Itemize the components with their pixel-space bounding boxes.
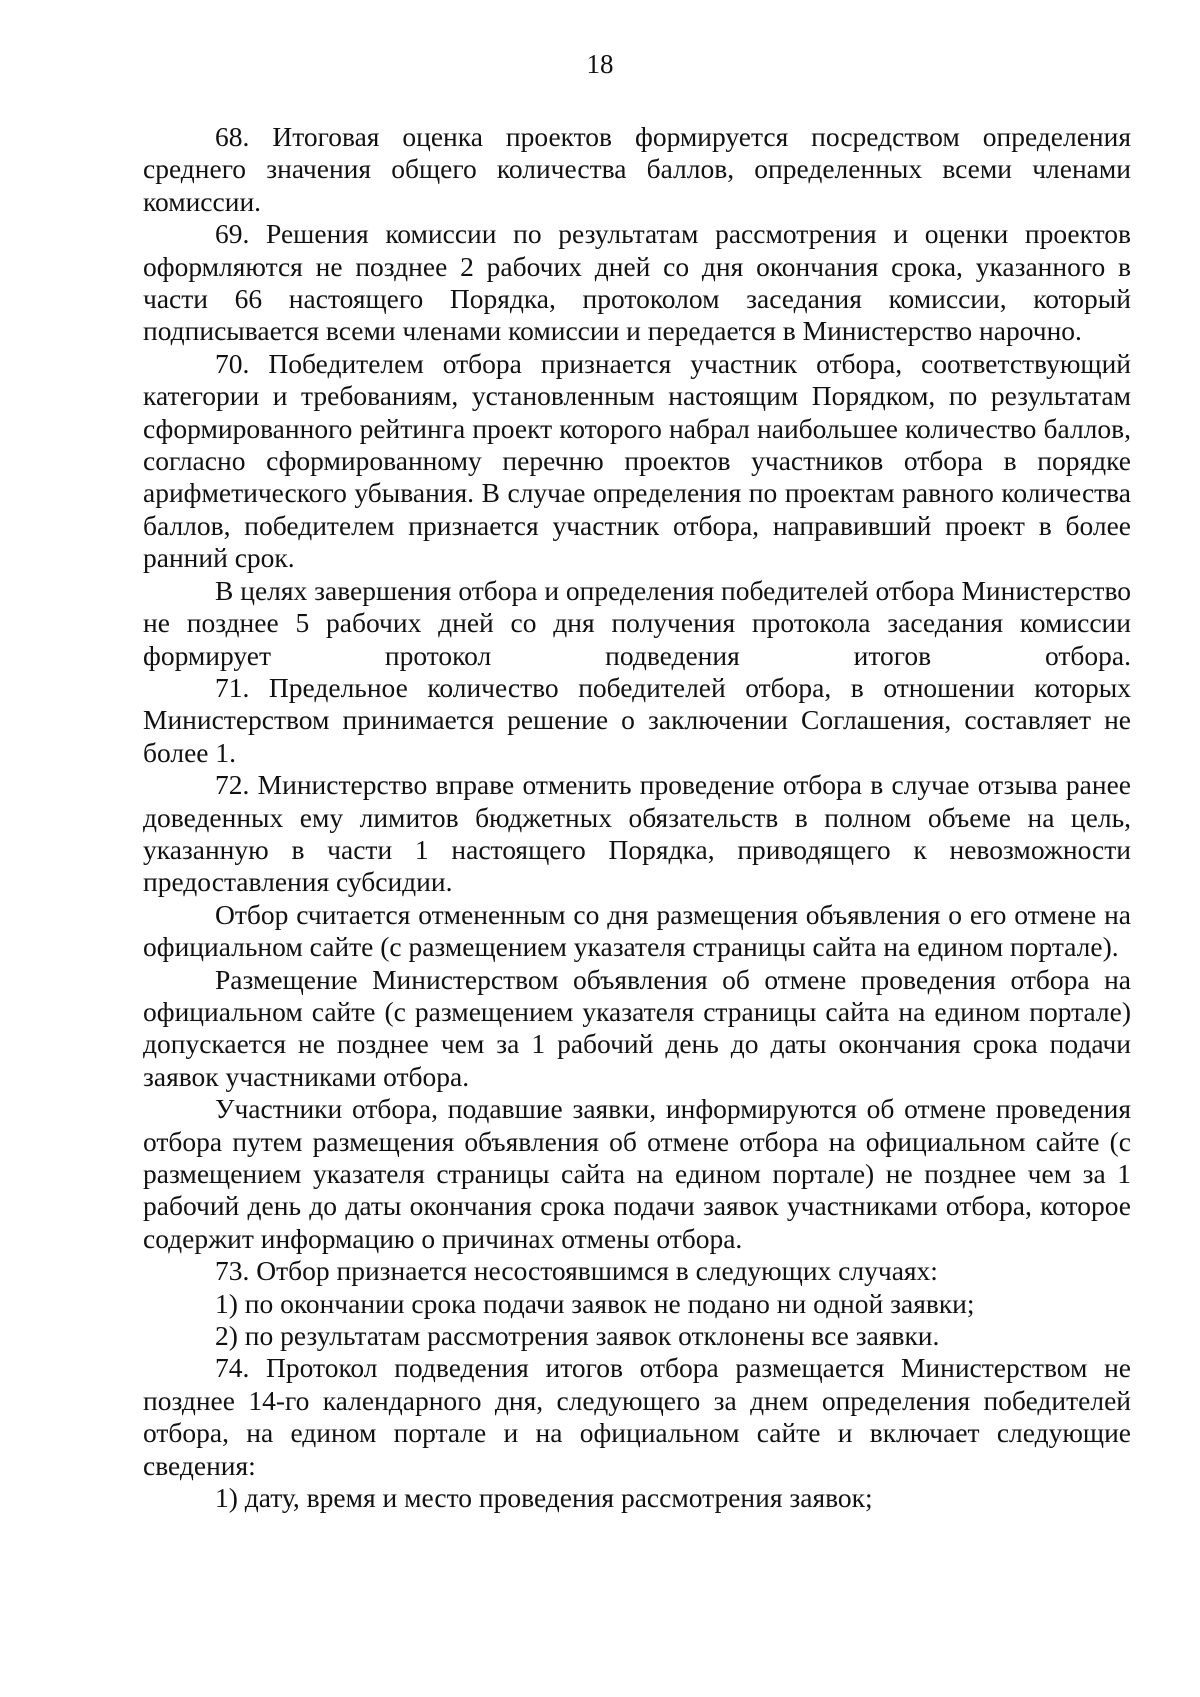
paragraph-73-item-2: 2) по результатам рассмотрения заявок отклонены все заявки. [215, 1320, 940, 1352]
paragraph-69: 69. Решения комиссии по результатам рассмотрения и оценки проектов оформляются не позднее 2 рабочих дней со дня окончания срока, указанного в части 66 настоящего Порядка, протоколом заседания комиссии, который подписывается всеми членами комиссии и передается в Министерство нарочно. [143, 218, 1131, 347]
paragraph-71: 71. Предельное количество победителей отбора, в отношении которых Министерством принимается решение о заключении Соглашения, составляет не более 1. [143, 671, 1131, 768]
paragraph-completion-of-selection: В целях завершения отбора и определения победителей отбора Министерство не позднее 5 рабочих дней со дня получения протокола заседания комиссии формирует протокол подведения итогов отбора. [143, 574, 1131, 671]
paragraph-72: 72. Министерство вправе отменить проведение отбора в случае отзыва ранее доведенных ему лимитов бюджетных обязательств в полном объеме на цель, указанную в части 1 настоящего Порядка, приводящего к невозможности предоставления субсидии. [143, 769, 1131, 898]
document-body [143, 121, 1131, 1514]
page-number: 18 [586, 49, 614, 79]
paragraph-74-item-1: 1) дату, время и место проведения рассмотрения заявок; [215, 1482, 873, 1514]
paragraph-cancellation-date: Отбор считается отмененным со дня размещения объявления о его отмене на официальном сайте (с размещением указателя страницы сайта на едином портале). [143, 898, 1131, 963]
paragraph-cancellation-posting: Размещение Министерством объявления об отмене проведения отбора на официальном сайте (с размещением указателя страницы сайта на едином портале) допускается не позднее чем за 1 рабочий день до даты окончания срока подачи заявок участниками отбора. [143, 963, 1131, 1092]
paragraph-73: 73. Отбор признается несостоявшимся в следующих случаях: [215, 1255, 938, 1287]
paragraph-participants-notice: Участники отбора, подавшие заявки, информируются об отмене проведения отбора путем размещения объявления об отмене отбора на официальном сайте (с размещением указателя страницы сайта на едином портале) не позднее чем за 1 рабочий день до даты окончания срока подачи заявок участниками отбора, которое содержит информацию о причинах отмены отбора. [143, 1093, 1131, 1254]
paragraph-70: 70. Победителем отбора признается участник отбора, соответствующий категории и требованиям, установленным настоящим Порядком, по результатам сформированного рейтинга проект которого набрал наибольшее количество баллов, согласно сформированному перечню проектов участников отбора в порядке арифметического убывания. В случае определения по проектам равного количества баллов, победителем признается участник отбора, направивший проект в более ранний срок. [143, 347, 1131, 574]
paragraph-73-item-1: 1) по окончании срока подачи заявок не подано ни одной заявки; [215, 1287, 975, 1319]
paragraph-68: 68. Итоговая оценка проектов формируется посредством определения среднего значения общего количества баллов, определенных всеми членами комиссии. [143, 121, 1131, 217]
paragraph-74: 74. Протокол подведения итогов отбора размещается Министерством не позднее 14-го календарного дня, следующего за днем определения победителей отбора, на едином портале и на официальном сайте и включает следующие сведения: [143, 1352, 1131, 1481]
